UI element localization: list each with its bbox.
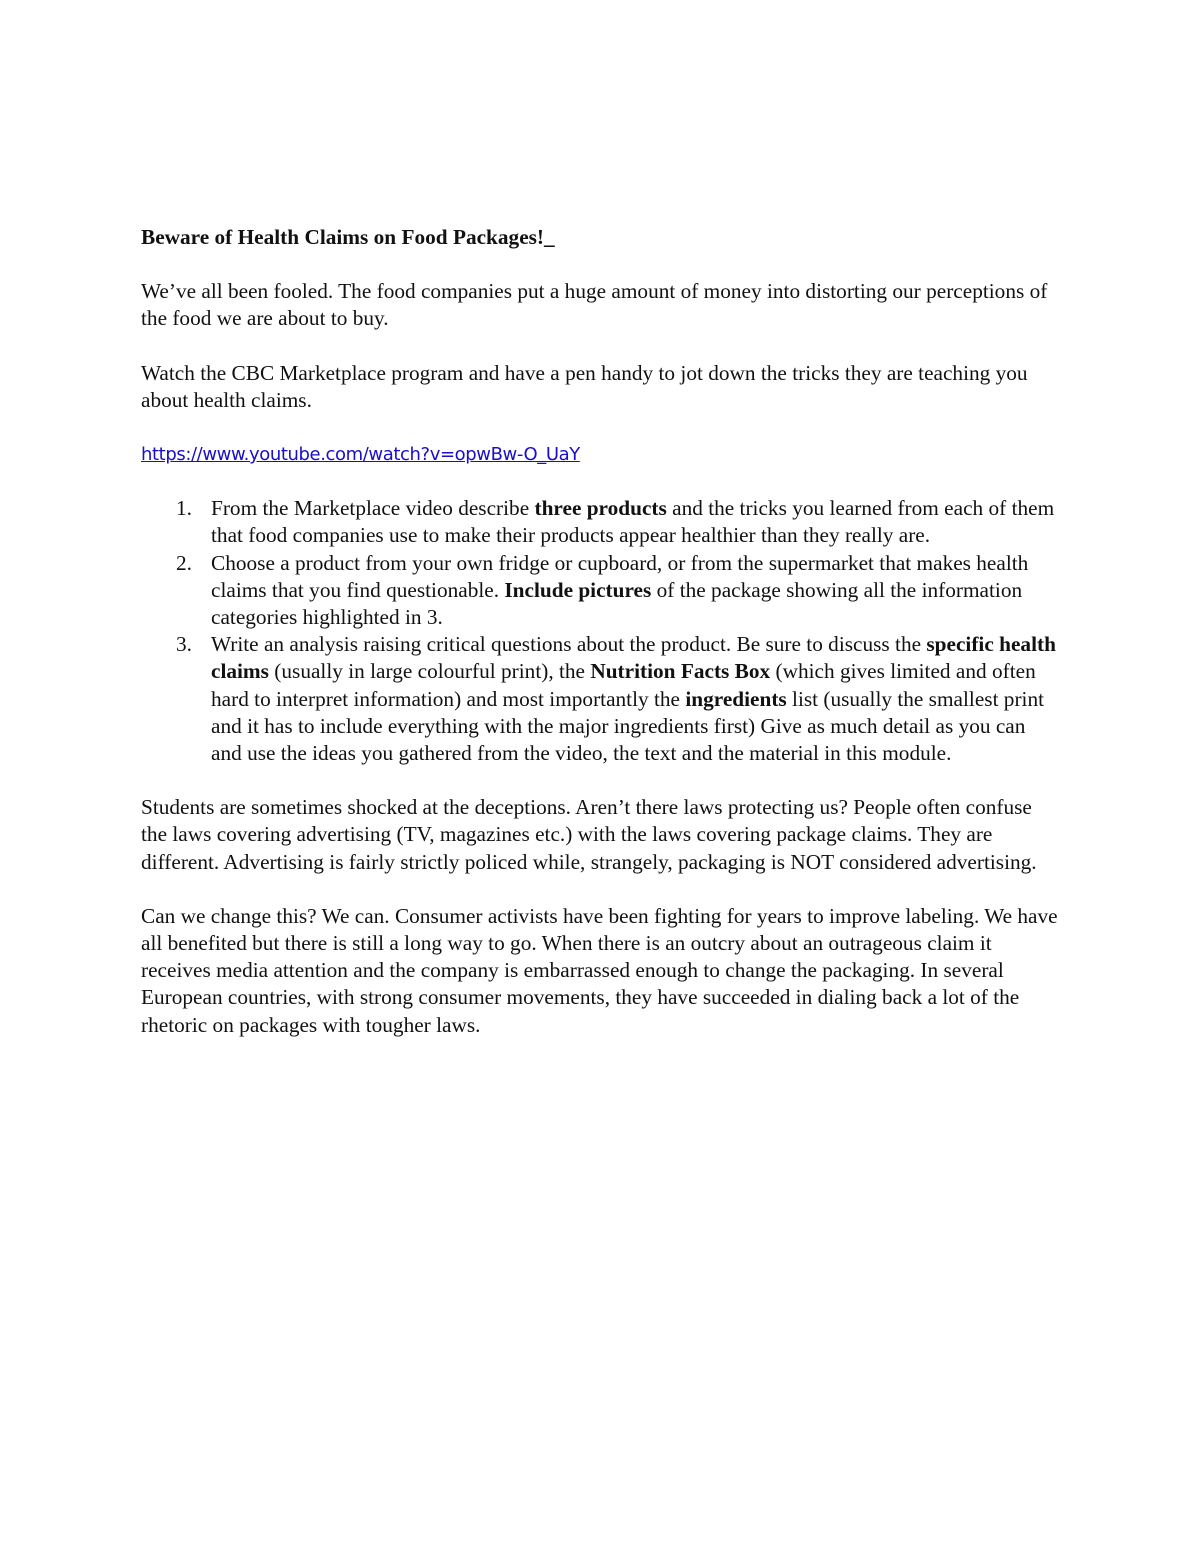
youtube-link[interactable]: https://www.youtube.com/watch?v=opwBw-O_UaY <box>141 444 580 466</box>
list-number: 1. <box>176 496 192 521</box>
list-item <box>141 495 1061 549</box>
list-number: 3. <box>176 632 192 657</box>
list-item <box>141 550 1061 632</box>
document-title: Beware of Health Claims on Food Packages!_ <box>141 225 555 249</box>
task-list <box>141 495 1061 767</box>
list-text: list (usually the smallest print and it has to include everything with the major ingredients first) Give as much detail as you can and use the ideas you gathered from the video, the text and the material in this module. <box>211 686 1045 766</box>
video-link-line <box>141 441 1061 468</box>
change-paragraph: Can we change this? We can. Consumer activists have been fighting for years to improve labeling. We have all benefited but there is still a long way to go. When there is an outcry about an outrageous claim it receives media attention and the company is embarrassed enough to change the packaging. In several European countries, with strong consumer movements, they have succeeded in dialing back a lot of the rhetoric on packages with tougher laws. <box>141 903 1058 1037</box>
laws-paragraph: Students are sometimes shocked at the deceptions. Aren’t there laws protecting us? People often confuse the laws covering advertising (TV, magazines etc.) with the laws covering package claims. They are different. Advertising is fairly strictly policed while, strangely, packaging is NOT considered advertising. <box>141 795 1037 874</box>
list-item <box>141 631 1061 767</box>
list-text: and the tricks you learned from each of them that food companies use to make their products appear healthier than they really are. <box>211 496 1055 548</box>
list-text: (usually in large colourful print), the <box>268 659 591 684</box>
list-bold-text: Nutrition Facts Box <box>590 659 771 684</box>
list-text: (which gives limited and often hard to interpret information) and most importantly the <box>211 659 1036 711</box>
list-text: of the package showing all the information categories highlighted in 3. <box>211 577 1023 630</box>
list-bold-text: specific health claims <box>211 632 1056 684</box>
list-number: 2. <box>176 550 192 575</box>
list-text: Write an analysis raising critical questions about the product. Be sure to discuss the <box>211 632 927 657</box>
watch-paragraph: Watch the CBC Marketplace program and have a pen handy to jot down the tricks they are teaching you about health claims. <box>141 360 1028 412</box>
list-text: From the Marketplace video describe <box>211 496 535 521</box>
list-bold-text: three products <box>534 496 667 521</box>
list-bold-text: ingredients <box>685 686 787 711</box>
list-text: Choose a product from your own fridge or cupboard, or from the supermarket that makes health claims that you find questionable. <box>211 550 1029 602</box>
list-bold-text: Include pictures <box>504 577 652 602</box>
document-page <box>141 224 1061 1066</box>
intro-paragraph: We’ve all been fooled. The food companies put a huge amount of money into distorting our perceptions of the food we are about to buy. <box>141 279 1048 331</box>
